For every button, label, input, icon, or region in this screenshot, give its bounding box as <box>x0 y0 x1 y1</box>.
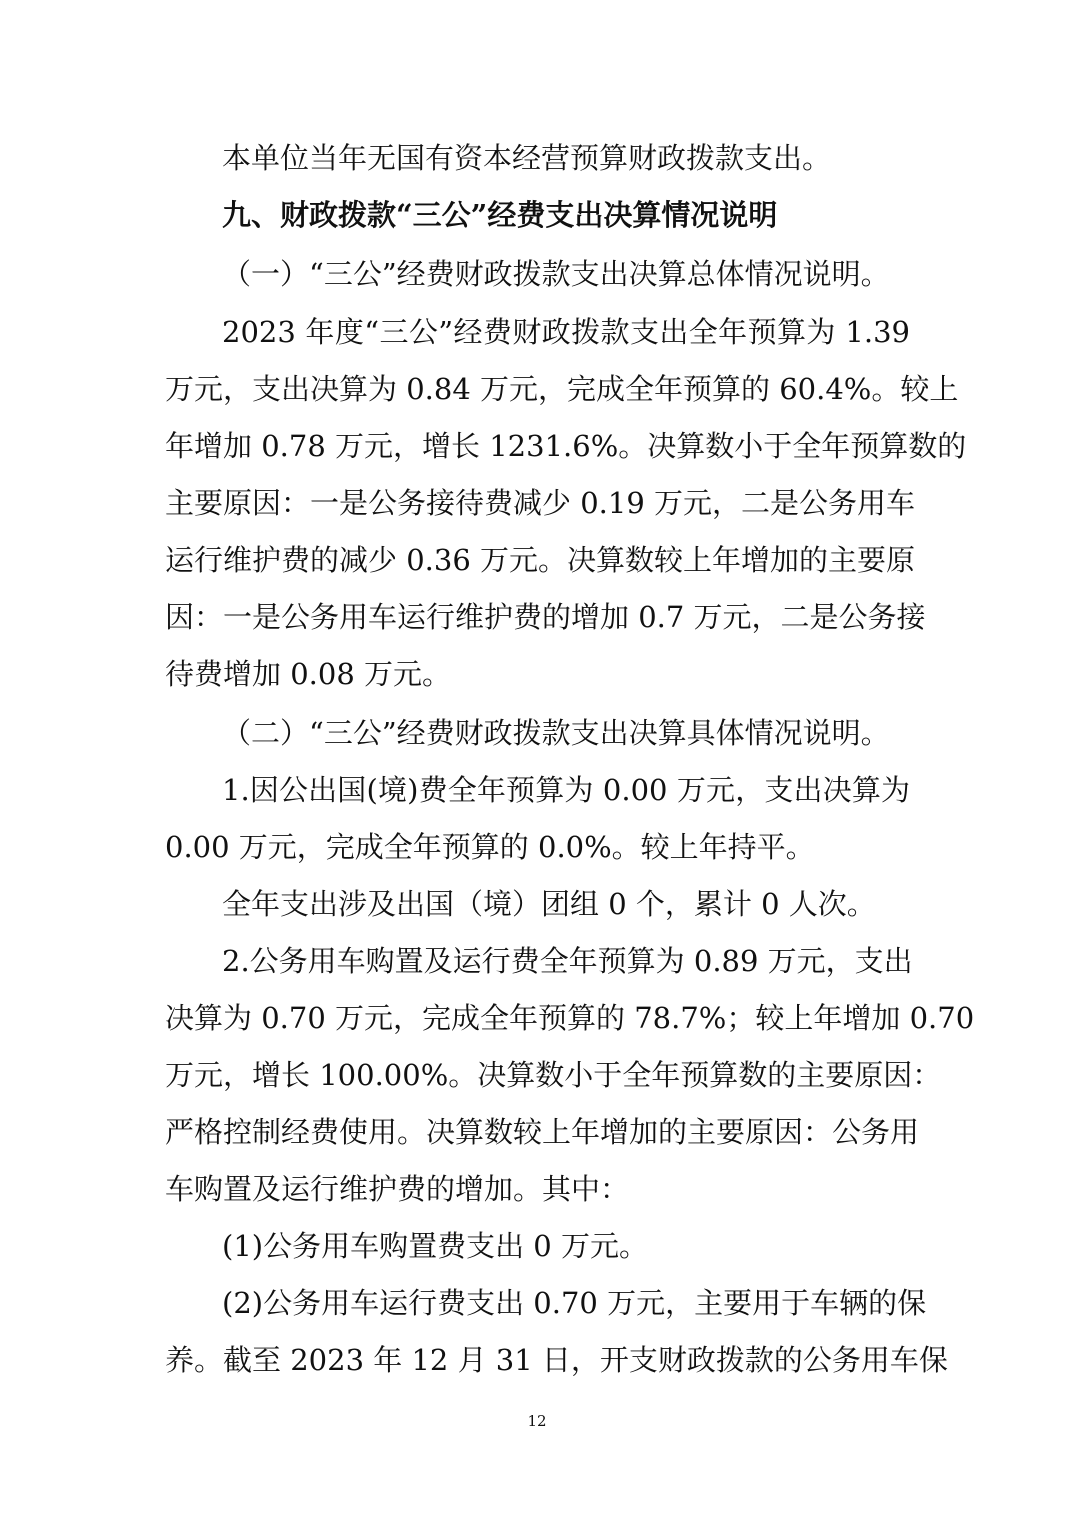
paragraph-line: 0.00 万元，完成全年预算的 0.0%。较上年持平。 <box>165 830 815 864</box>
paragraph-line: 全年支出涉及出国（境）团组 0 个，累计 0 人次。 <box>222 887 876 921</box>
paragraph-line: 养。截至 2023 年 12 月 31 日，开支财政拨款的公务用车保 <box>165 1343 948 1377</box>
paragraph-line: 待费增加 0.08 万元。 <box>165 657 452 691</box>
paragraph-line: 主要原因：一是公务接待费减少 0.19 万元，二是公务用车 <box>165 486 916 520</box>
paragraph-line: (1)公务用车购置费支出 0 万元。 <box>222 1229 648 1263</box>
paragraph-line: 万元，增长 100.00%。决算数小于全年预算数的主要原因： <box>165 1058 942 1092</box>
paragraph-line: 车购置及运行维护费的增加。其中： <box>165 1172 630 1206</box>
paragraph-line: 严格控制经费使用。决算数较上年增加的主要原因：公务用 <box>165 1115 920 1149</box>
paragraph-line: 因：一是公务用车运行维护费的增加 0.7 万元，二是公务接 <box>165 600 926 634</box>
paragraph-line: 2.公务用车购置及运行费全年预算为 0.89 万元，支出 <box>222 944 913 978</box>
subheading-overall: （一）“三公”经费财政拨款支出决算总体情况说明。 <box>222 257 890 291</box>
paragraph-line: 决算为 0.70 万元，完成全年预算的 78.7%；较上年增加 0.70 <box>165 1001 975 1035</box>
paragraph-line: (2)公务用车运行费支出 0.70 万元，主要用于车辆的保 <box>222 1286 927 1320</box>
paragraph-line: 1.因公出国(境)费全年预算为 0.00 万元，支出决算为 <box>222 773 910 807</box>
subheading-detail: （二）“三公”经费财政拨款支出决算具体情况说明。 <box>222 716 890 750</box>
paragraph-line: 运行维护费的减少 0.36 万元。决算数较上年增加的主要原 <box>165 543 916 577</box>
paragraph-line: 万元，支出决算为 0.84 万元，完成全年预算的 60.4%。较上 <box>165 372 959 406</box>
paragraph-line: 2023 年度“三公”经费财政拨款支出全年预算为 1.39 <box>222 315 910 349</box>
section-heading-nine: 九、财政拨款“三公”经费支出决算情况说明 <box>222 198 778 232</box>
page-number: 12 <box>527 1412 547 1430</box>
paragraph-no-state-capital-budget: 本单位当年无国有资本经营预算财政拨款支出。 <box>222 141 832 175</box>
paragraph-line: 年增加 0.78 万元，增长 1231.6%。决算数小于全年预算数的 <box>165 429 967 463</box>
